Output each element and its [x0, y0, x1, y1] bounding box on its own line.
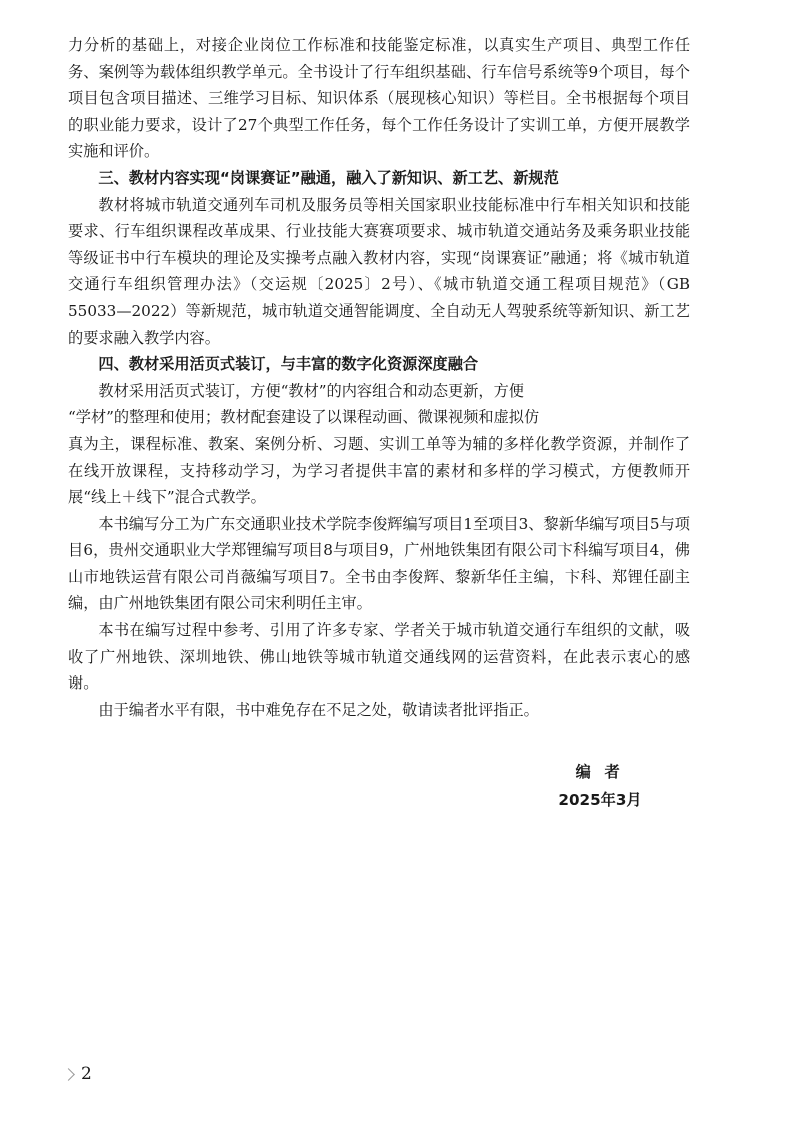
page-number: 2 — [81, 1064, 92, 1084]
section-heading-4: 四、教材采用活页式装订，与丰富的数字化资源深度融合 — [98, 355, 479, 374]
paragraph-binding-line-2: “学材”的整理和使用；教材配套建设了以课程动画、微课视频和虚拟仿 — [68, 408, 540, 427]
signature-author: 编者 — [575, 763, 634, 781]
paragraph-continued: 力分析的基础上，对接企业岗位工作标准和技能鉴定标准，以真实生产项目、典型工作任务、案例等为载体组织教学单元。全书设计了行车组织基础、行车信号系统等9个项目，每个项目包含项目描述、三维学习目标、知识体系（展现核心知识）等栏目。全书根据每个项目的职业能力要求，设计了27个典型工作任务，每个工作任务设计了实训工单，方便开展教学实施和评价。 — [68, 36, 690, 161]
paragraph-closing: 由于编者水平有限，书中难免存在不足之处，敬请读者批评指正。 — [98, 700, 539, 719]
page-footer — [64, 1063, 92, 1085]
paragraph-binding-line-1: 教材采用活页式装订，方便“教材”的内容组合和动态更新，方便 — [98, 381, 524, 400]
signature-date: 2025年3月 — [558, 791, 642, 809]
paragraph-authors: 本书编写分工为广东交通职业技术学院李俊辉编写项目1至项目3、黎新华编写项目5与项目6，贵州交通职业大学郑锂编写项目8与项目9，广州地铁集团有限公司卞科编写项目4，佛山市地铁运营有限公司肖薇编写项目7。全书由李俊辉、黎新华任主编，卞科、郑锂任副主编，由广州地铁集团有限公司宋利明任主审。 — [68, 514, 690, 613]
paragraph-content-integration: 教材将城市轨道交通列车司机及服务员等相关国家职业技能标准中行车相关知识和技能要求、行车组织课程改革成果、行业技能大赛赛项要求、城市轨道交通站务及乘务职业技能等级证书中行车模块的理论及实操考点融入教材内容，实现“岗课赛证”融通；将《城市轨道交通行车组织管理办法》（交运规〔2025〕2号）、《城市轨道交通工程项目规范》（GB 55033—2022）等新规范，城市轨道交通智能调度、全自动无人驾驶系统等新知识、新工艺的要求融入教学内容。 — [68, 195, 690, 347]
section-heading-3: 三、教材内容实现“岗课赛证”融通，融入了新知识、新工艺、新规范 — [98, 168, 559, 187]
paragraph-binding-rest: 真为主，课程标准、教案、案例分析、习题、实训工单等为辅的多样化教学资源，并制作了在线开放课程，支持移动学习，为学习者提供丰富的素材和多样的学习模式，方便教师开展“线上＋线下”混合式教学。 — [68, 434, 690, 507]
page-body — [68, 32, 690, 723]
signature-block — [540, 758, 660, 814]
chevron-right-icon — [62, 1068, 75, 1081]
paragraph-acknowledgements: 本书在编写过程中参考、引用了许多专家、学者关于城市轨道交通行车组织的文献，吸收了广州地铁、深圳地铁、佛山地铁等城市轨道交通线网的运营资料，在此表示衷心的感谢。 — [68, 621, 690, 693]
